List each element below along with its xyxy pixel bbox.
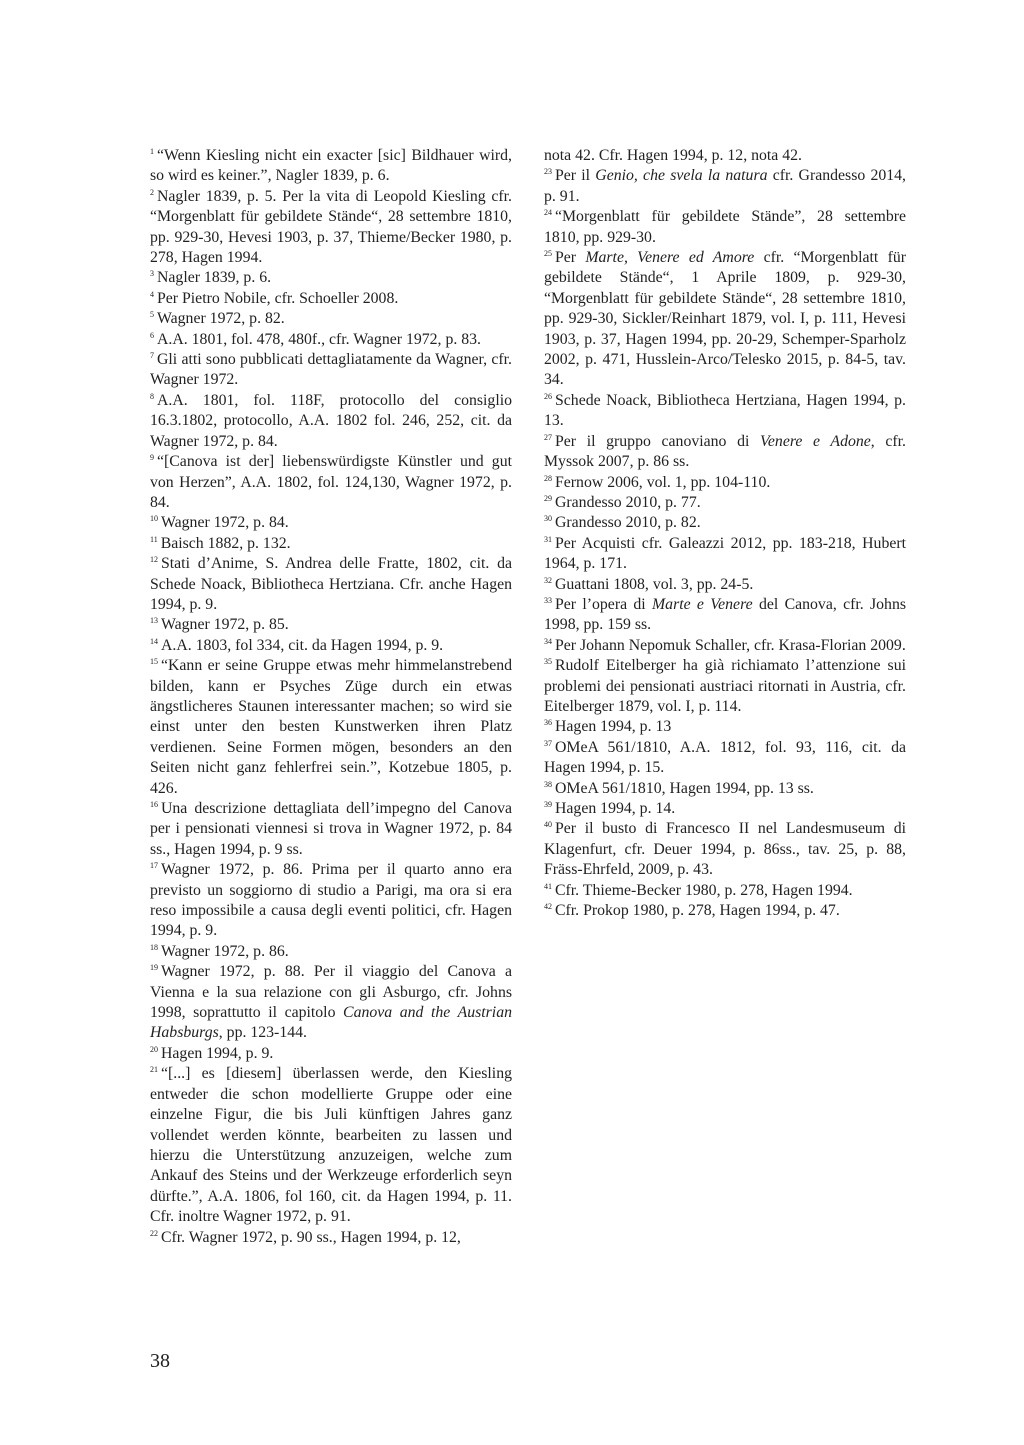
- footnote: [544, 534, 906, 575]
- footnote-number: 29: [544, 493, 552, 503]
- footnote-text: Gli atti sono pubblicati dettagliatamente da Wagner, cfr. Wagner 1972.: [150, 351, 512, 389]
- footnote-number: 9: [150, 453, 154, 463]
- footnote-number: 5: [150, 310, 154, 320]
- footnote: [544, 636, 906, 656]
- footnote-number: 39: [544, 800, 552, 809]
- footnote-text: “Wenn Kiesling nicht ein exacter [sic] Bildhauer wird, so wird es keiner.”, Nagler 1839, p. 6.: [150, 147, 512, 185]
- footnote-number: 10: [150, 514, 158, 524]
- footnote-text: Per il: [555, 167, 596, 185]
- footnote-text: Wagner 1972, p. 85.: [161, 616, 289, 634]
- footnote-text: Per il gruppo canoviano di: [555, 432, 761, 450]
- footnote-number: 30: [544, 514, 552, 524]
- footnote-number: 34: [544, 636, 552, 646]
- footnote: [544, 779, 906, 799]
- footnote-number: 7: [150, 351, 154, 361]
- footnote-text: OMeA 561/1810, Hagen 1994, pp. 13 ss.: [555, 779, 814, 797]
- footnote-text: Hagen 1994, p. 9.: [161, 1044, 274, 1062]
- footnote-number: 12: [150, 555, 158, 565]
- footnote-number: 25: [544, 249, 552, 259]
- footnote-text: Per Acquisti cfr. Galeazzi 2012, pp. 183-218, Hubert 1964, p. 171.: [544, 534, 906, 573]
- footnote-number: 19: [150, 963, 158, 973]
- footnotes-right-column: [544, 146, 906, 921]
- footnote: [150, 1064, 512, 1227]
- footnote-italic-title: Canova and the Austrian Habsburgs: [150, 1004, 512, 1042]
- footnote-number: 27: [544, 432, 552, 442]
- footnote: [544, 207, 906, 248]
- footnote-text: nota 42. Cfr. Hagen 1994, p. 12, nota 42.: [544, 147, 802, 164]
- footnote: [544, 881, 906, 901]
- footnote-number: 28: [544, 473, 552, 483]
- footnote: [544, 738, 906, 779]
- footnote-text: del Canova, cfr. Johns 1998, pp. 159 ss.: [544, 595, 906, 634]
- footnote: [150, 636, 512, 656]
- footnote: [150, 554, 512, 615]
- footnote-italic-title: Marte e Venere: [652, 595, 753, 613]
- footnote-text: Per Pietro Nobile, cfr. Schoeller 2008.: [157, 289, 399, 307]
- footnote: [544, 248, 906, 391]
- footnote: [150, 1044, 512, 1064]
- footnote-text: Guattani 1808, vol. 3, pp. 24-5.: [555, 575, 754, 593]
- footnote-text: Per il busto di Francesco II nel Landesmuseum di Klagenfurt, cfr. Deuer 1994, p. 86ss., tav. 25, p. 88, Fräss-Ehrfeld, 2009, p. 43.: [544, 820, 906, 879]
- footnote-text: Stati d’Anime, S. Andrea delle Fratte, 1802, cit. da Schede Noack, Bibliotheca Hertziana. Cfr. anche Hagen 1994, p. 9.: [150, 555, 512, 613]
- footnote: [544, 391, 906, 432]
- footnote-number: 14: [150, 636, 158, 646]
- page-number: 38: [150, 1350, 170, 1372]
- footnote: [150, 656, 512, 799]
- footnote: [150, 513, 512, 533]
- footnote: [150, 289, 512, 309]
- footnote: [544, 493, 906, 513]
- footnote-text: Schede Noack, Bibliotheca Hertziana, Hagen 1994, p. 13.: [544, 391, 906, 430]
- footnote-text: Cfr. Wagner 1972, p. 90 ss., Hagen 1994, p. 12,: [161, 1228, 461, 1246]
- footnote-text: Hagen 1994, p. 13: [555, 718, 672, 736]
- footnote: [150, 1228, 512, 1248]
- footnote-number: 38: [544, 779, 552, 789]
- footnote-text: Per: [555, 249, 586, 267]
- footnote-number: 4: [150, 289, 154, 299]
- footnote-text: , pp. 123-144.: [218, 1024, 307, 1042]
- footnote-text: Nagler 1839, p. 5. Per la vita di Leopold Kiesling cfr. “Morgenblatt für gebildete Stände“, 28 settembre 1810, pp. 929-30, Hevesi 1903, p. 37, Thieme/Becker 1980, p. 278, Hagen 1994.: [150, 187, 512, 267]
- footnote-text: Cfr. Thieme-Becker 1980, p. 278, Hagen 1994.: [555, 881, 853, 899]
- footnote-text: Wagner 1972, p. 86.: [161, 942, 289, 960]
- footnote-text: Hagen 1994, p. 14.: [555, 800, 676, 817]
- footnote-text: Per l’opera di: [555, 595, 653, 613]
- footnote: [150, 860, 512, 942]
- footnote-text: Grandesso 2010, p. 82.: [555, 514, 701, 532]
- footnote-number: 32: [544, 575, 552, 585]
- footnote-number: 11: [150, 534, 158, 544]
- footnote-number: 24: [544, 208, 552, 218]
- footnote-italic-title: Genio, che svela la natura: [595, 167, 768, 185]
- footnote: [544, 166, 906, 207]
- footnote-number: 42: [544, 902, 552, 912]
- footnote-number: 31: [544, 534, 552, 544]
- footnote-text: A.A. 1801, fol. 118F, protocollo del consiglio 16.3.1802, protocollo, A.A. 1802 fol. 246, 252, cit. da Wagner 1972, p. 84.: [150, 391, 512, 450]
- footnote-number: 18: [150, 942, 158, 952]
- footnote-number: 41: [544, 881, 552, 891]
- footnote-text: , cfr. Myssok 2007, p. 86 ss.: [544, 432, 906, 471]
- footnote: [150, 309, 512, 329]
- footnote-number: 35: [544, 657, 552, 667]
- footnote-number: 1: [150, 147, 154, 156]
- footnote-italic-title: Venere e Adone: [760, 432, 871, 450]
- footnote: [150, 391, 512, 452]
- footnote-number: 40: [544, 820, 552, 830]
- footnote-text: OMeA 561/1810, A.A. 1812, fol. 93, 116, cit. da Hagen 1994, p. 15.: [544, 738, 906, 777]
- footnote: [544, 819, 906, 880]
- footnote: [544, 799, 906, 819]
- footnote-text: cfr. Grandesso 2014, p. 91.: [544, 167, 907, 205]
- footnote: [150, 799, 512, 860]
- footnote-text: A.A. 1803, fol 334, cit. da Hagen 1994, p. 9.: [161, 636, 444, 654]
- footnote: [150, 330, 512, 350]
- footnote-number: 37: [544, 738, 552, 748]
- footnote-text: Wagner 1972, p. 88. Per il viaggio del Canova a Vienna e la sua relazione con gli Asburgo, cfr. Johns 1998, soprattutto il capitolo: [150, 963, 512, 1022]
- footnote-text: “[...] es [diesem] überlassen werde, den Kiesling entweder die schon modellierte Gruppe oder eine einzelne Figur, die bis Juli künftigen Jahres ganz vollendet werden könnte, bearbeiten zu lassen und hierzu die Unterstützung anzuzeigen, welche zum Ankauf des Steins und der Werkzeuge erforderlich seyn dürfte.”, A.A. 1806, fol 160, cit. da Hagen 1994, p. 11. Cfr. inoltre Wagner 1972, p. 91.: [150, 1065, 512, 1226]
- footnote-text: Grandesso 2010, p. 77.: [555, 493, 701, 511]
- footnote: [544, 513, 906, 533]
- footnote-text: Nagler 1839, p. 6.: [157, 269, 272, 287]
- footnote-text: “Morgenblatt für gebildete Stände”, 28 settembre 1810, pp. 929-30.: [544, 208, 906, 246]
- footnote-number: 33: [544, 595, 552, 605]
- footnote-text: Rudolf Eitelberger ha già richiamato l’attenzione sui problemi dei pensionati austriaci ritornati in Austria, cfr. Eitelberger 1879, vol. I, p. 114.: [544, 657, 906, 715]
- footnote-text: Cfr. Prokop 1980, p. 278, Hagen 1994, p. 47.: [555, 902, 840, 920]
- footnote-italic-title: Marte, Venere ed Amore: [585, 249, 755, 267]
- footnote-text: Fernow 2006, vol. 1, pp. 104-110.: [555, 473, 771, 491]
- footnote-text: cfr. “Morgenblatt für gebildete Stände“, 1 Aprile 1809, p. 929-30, “Morgenblatt für gebildete Stände“, 28 settembre 1810, pp. 929-30, Sickler/Reinhart 1879, vol. I, p. 111, Hevesi 1903, p. 37, Hagen 1994, pp. 20-29, Schemper-Sparholz 2002, p. 471, Husslein-Arco/Telesko 2015, p. 84-5, tav. 34.: [544, 249, 906, 389]
- footnote: [150, 146, 512, 187]
- footnote-number: 6: [150, 330, 154, 340]
- footnote-number: 13: [150, 616, 158, 626]
- footnote: [150, 615, 512, 635]
- footnote: [150, 962, 512, 1044]
- footnote-number: 36: [544, 718, 552, 728]
- footnote-number: 21: [150, 1065, 158, 1075]
- footnote-number: 22: [150, 1228, 158, 1238]
- footnote-number: 15: [150, 657, 158, 667]
- footnote: [544, 595, 906, 636]
- footnote: [150, 452, 512, 513]
- footnote: [150, 534, 512, 554]
- footnote-number: 23: [544, 167, 552, 177]
- footnote: [544, 432, 906, 473]
- footnote-text: Wagner 1972, p. 86. Prima per il quarto anno era previsto un soggiorno di studio a Parigi, ma ora si era reso impossibile a causa degli eventi politici, cfr. Hagen 1994, p. 9.: [150, 861, 512, 940]
- footnote-number: 26: [544, 391, 552, 401]
- footnote-number: 2: [150, 187, 154, 197]
- footnote-number: 3: [150, 269, 154, 279]
- footnote-number: 17: [150, 861, 158, 871]
- footnote: [544, 473, 906, 493]
- footnote-text: Wagner 1972, p. 84.: [161, 514, 289, 532]
- footnote: [150, 350, 512, 391]
- footnote-number: 16: [150, 800, 158, 809]
- footnotes-left-column: [150, 146, 512, 1248]
- footnote-text: A.A. 1801, fol. 478, 480f., cfr. Wagner 1972, p. 83.: [157, 330, 481, 348]
- footnote-text: “Kann er seine Gruppe etwas mehr himmelanstrebend bilden, kann er Psyches Züge durch ein etwas ängstlicheres Staunen interessanter machen; so wird sie einst unter den besten Kunstwerken ihren Platz verdienen. Seine Formen mögen, besonders an den Seiten nicht ganz fehlerfrei sein.”, Kotzebue 1805, p. 426.: [150, 657, 512, 797]
- footnote: [544, 146, 906, 166]
- footnote: [544, 575, 906, 595]
- footnote-number: 20: [150, 1044, 158, 1054]
- footnote: [544, 717, 906, 737]
- footnote: [150, 942, 512, 962]
- footnote: [544, 901, 906, 921]
- footnote-text: Una descrizione dettagliata dell’impegno del Canova per i pensionati viennesi si trova in Wagner 1972, p. 84 ss., Hagen 1994, p. 9 ss.: [150, 800, 512, 858]
- footnote-text: Baisch 1882, p. 132.: [160, 534, 291, 552]
- footnote-text: Per Johann Nepomuk Schaller, cfr. Krasa-Florian 2009.: [555, 636, 906, 654]
- footnote-text: Wagner 1972, p. 82.: [157, 310, 285, 328]
- footnote: [150, 187, 512, 269]
- footnote-number: 8: [150, 391, 154, 401]
- footnote: [544, 656, 906, 717]
- footnote-text: “[Canova ist der] liebenswürdigste Künstler und gut von Herzen”, A.A. 1802, fol. 124,130, Wagner 1972, p. 84.: [150, 453, 512, 511]
- footnote: [150, 268, 512, 288]
